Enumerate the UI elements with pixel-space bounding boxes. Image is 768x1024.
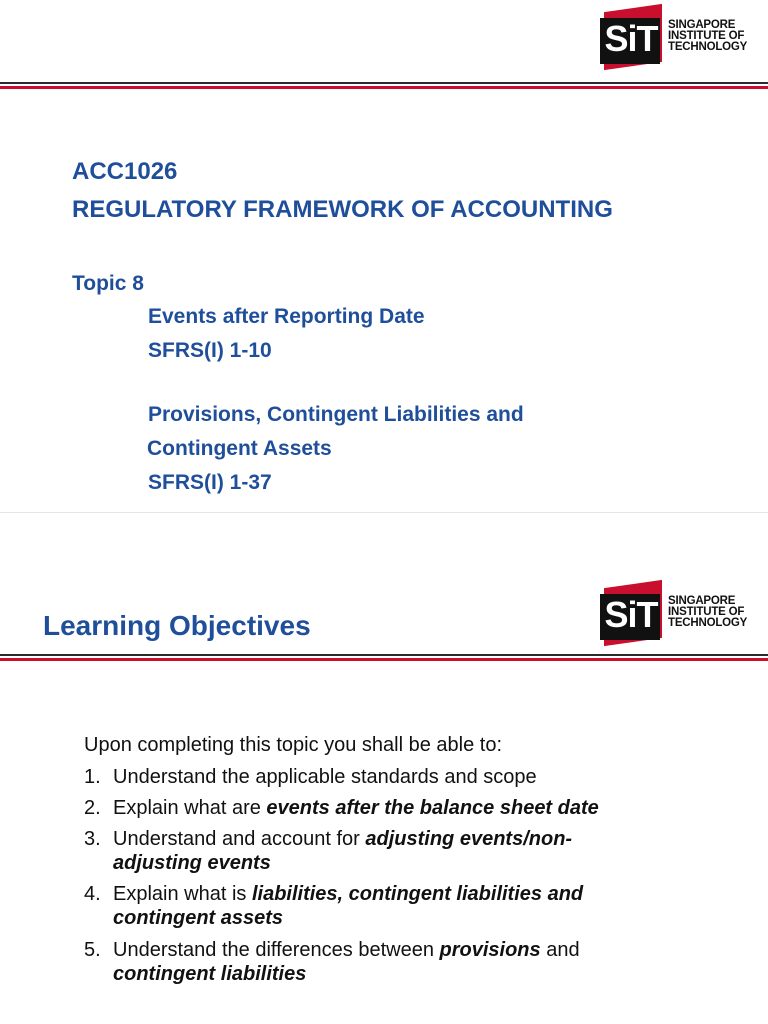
sit-logo-wordmark (668, 20, 747, 53)
objective-number: 5. (84, 939, 101, 961)
objective-emphasis: adjusting events/non- (365, 828, 573, 850)
objective-emphasis: adjusting events (113, 852, 271, 874)
sit-logo-line: TECHNOLOGY (668, 41, 748, 53)
sit-logo-line: INSTITUTE OF (668, 606, 745, 618)
course-name: REGULATORY FRAMEWORK OF ACCOUNTING (72, 196, 613, 223)
sit-logo-line: INSTITUTE OF (668, 30, 745, 42)
objective-number: 1. (84, 766, 101, 788)
subtopic-line: SFRS(I) 1-10 (148, 339, 272, 362)
header-rule-dark (0, 82, 768, 84)
sit-logo-mark (600, 8, 662, 68)
objective-number: 4. (84, 883, 101, 905)
subtopic-line: Contingent Assets (147, 437, 332, 460)
objective-text: Explain what are (113, 797, 267, 819)
sit-logo-line: TECHNOLOGY (668, 617, 748, 629)
objective-text: and (540, 939, 580, 961)
objective-number: 2. (84, 797, 101, 819)
sit-logo-mark-text: SiT (604, 18, 658, 59)
subtopic-line: SFRS(I) 1-37 (148, 471, 272, 494)
slide-2 (0, 512, 768, 1024)
objective-emphasis: events after the balance sheet date (266, 797, 599, 819)
objective-text: Understand and account for (113, 828, 366, 850)
objective-number: 3. (84, 828, 101, 850)
header-rule-red (0, 658, 768, 661)
objective-emphasis: provisions (439, 939, 541, 961)
objective-text: Understand the applicable standards and scope (113, 766, 537, 788)
objective-emphasis: contingent liabilities (113, 963, 307, 985)
course-code: ACC1026 (72, 158, 178, 185)
objective-emphasis: liabilities, contingent liabilities and (251, 883, 584, 905)
sit-logo (600, 8, 760, 74)
header-rule-dark (0, 654, 768, 656)
subtopic-line: Provisions, Contingent Liabilities and (148, 403, 524, 426)
topic-label: Topic 8 (72, 272, 144, 295)
sit-logo (600, 584, 760, 650)
objective-text: Explain what is (113, 883, 252, 905)
objective-emphasis: contingent assets (113, 907, 284, 929)
objectives-intro: Upon completing this topic you shall be able to: (84, 734, 503, 756)
subtopic-line: Events after Reporting Date (148, 305, 425, 328)
sit-logo-wordmark (668, 596, 747, 629)
header-rule-red (0, 86, 768, 89)
objective-text: Understand the differences between (113, 939, 440, 961)
sit-logo-mark (600, 584, 662, 644)
sit-logo-mark-text: SiT (604, 594, 658, 635)
slide-title: Learning Objectives (43, 610, 311, 641)
sit-logo-line: SINGAPORE (668, 19, 736, 31)
sit-logo-line: SINGAPORE (668, 595, 736, 607)
